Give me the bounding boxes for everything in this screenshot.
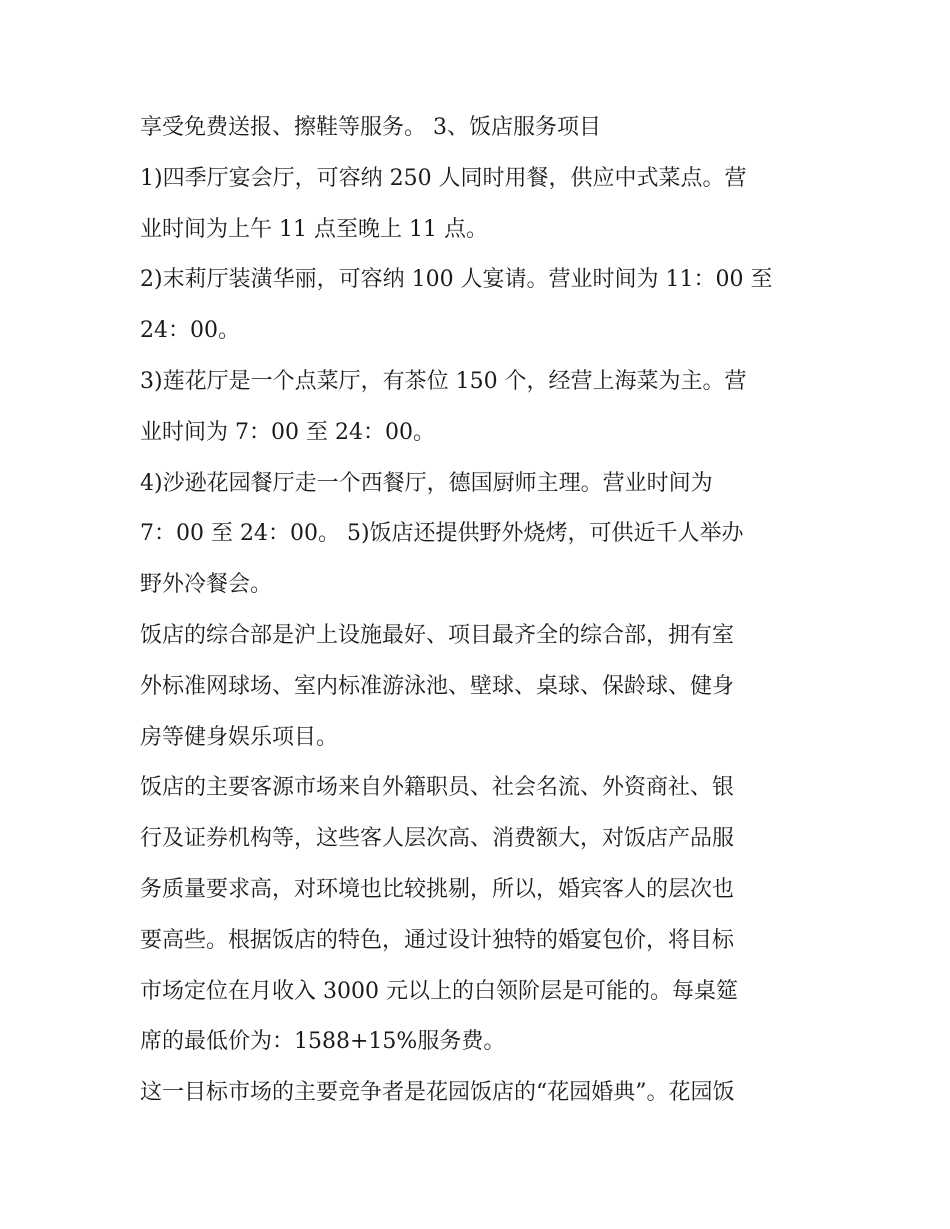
- paragraph-lotus-hall: [140, 357, 816, 459]
- text-line: 4)沙逊花园餐厅走一个西餐厅，德国厨师主理。营业时间为: [140, 470, 713, 496]
- paragraph-target-market: [140, 763, 816, 1068]
- paragraph-services-intro: [140, 103, 816, 154]
- text-line: 业时间为 7：00 至 24：00。: [140, 419, 435, 445]
- text-line: 外标准网球场、室内标准游泳池、壁球、桌球、保龄球、健身: [140, 673, 735, 699]
- text-line: 野外冷餐会。: [140, 572, 273, 598]
- document-page: [140, 103, 816, 1119]
- paragraph-four-seasons-hall: [140, 154, 816, 256]
- paragraph-competitors: [140, 1068, 816, 1119]
- text-line: 要高些。根据饭店的特色，通过设计独特的婚宴包价，将目标: [140, 927, 735, 953]
- text-line: 24：00。: [140, 318, 240, 344]
- text-line: 7：00 至 24：00。 5)饭店还提供野外烧烤，可供近千人举办: [140, 521, 744, 547]
- paragraph-sassoon-garden: [140, 459, 816, 611]
- text-line: 席的最低价为：1588+15%服务费。: [140, 1029, 506, 1055]
- text-line: 3)莲花厅是一个点菜厅，有茶位 150 个，经营上海菜为主。营: [140, 368, 747, 394]
- text-line: 2)末莉厅装潢华丽，可容纳 100 人宴请。营业时间为 11：00 至: [140, 267, 773, 293]
- text-line: 行及证券机构等，这些客人层次高、消费额大，对饭店产品服: [140, 826, 735, 852]
- paragraph-jasmine-hall: [140, 255, 816, 357]
- text-line: 务质量要求高，对环境也比较挑剔，所以，婚宾客人的层次也: [140, 876, 735, 902]
- text-line: 享受免费送报、擦鞋等服务。 3、饭店服务项目: [140, 115, 601, 140]
- text-line: 1)四季厅宴会厅，可容纳 250 人同时用餐，供应中式菜点。营: [140, 165, 747, 191]
- text-line: 饭店的主要客源市场来自外籍职员、社会名流、外资商社、银: [140, 775, 735, 801]
- text-line: 市场定位在月收入 3000 元以上的白领阶层是可能的。每桌筵: [140, 978, 738, 1004]
- text-line: 饭店的综合部是沪上设施最好、项目最齐全的综合部，拥有室: [140, 622, 735, 648]
- text-line: 这一目标市场的主要竞争者是花园饭店的“花园婚典”。花园饭: [140, 1080, 735, 1106]
- paragraph-fitness-center: [140, 611, 816, 763]
- text-line: 业时间为上午 11 点至晚上 11 点。: [140, 216, 488, 242]
- text-line: 房等健身娱乐项目。: [140, 724, 339, 750]
